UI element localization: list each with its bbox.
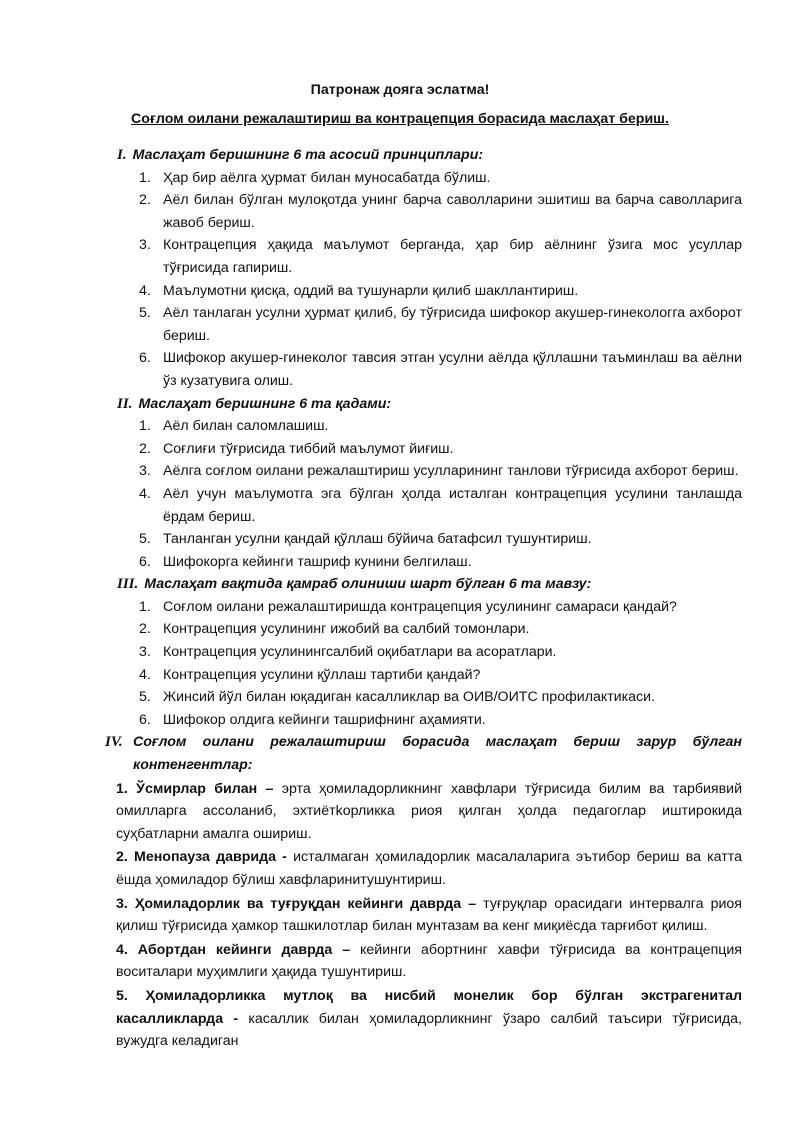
document-content — [0, 144, 800, 1053]
list-number: 3. — [139, 644, 151, 661]
list-text: Аёл билан бўлган мулоқотда унинг барча саволларини эшитиш ва барча саволларига жавоб бериш. — [163, 192, 742, 231]
list-item — [0, 618, 800, 641]
section-heading — [0, 573, 800, 596]
page-subtitle: Соғлом оилани режалаштириш ва контрацепция борасида маслаҳат бериш. — [131, 111, 669, 127]
list-item — [0, 483, 800, 528]
list-number: 6. — [139, 350, 151, 367]
paragraph-text: исталмаган ҳомиладорлик масалаларига эътибор бериш ва катта ёшда ҳомиладор бўлиш хавфларинитушунтириш. — [116, 849, 742, 888]
page-title: Патронаж дояга эслатма! — [310, 82, 490, 98]
list-number: 1. — [139, 169, 151, 186]
list-item — [0, 438, 800, 461]
list-text: Контрацепция усулининг ижобий ва салбий томонлари. — [163, 621, 530, 638]
list-text: Аёл танлаган усулни ҳурмат қилиб, бу тўғрисида шифокор акушер-гинекологга ахборот бериш. — [163, 305, 742, 344]
list-text: Танланган усулни қандай қўллаш бўйича батафсил тушунтириш. — [163, 531, 592, 548]
list-item — [0, 641, 800, 664]
list-text: Ҳар бир аёлга ҳурмат билан муносабатда бўлиш. — [163, 169, 491, 186]
section-number: IV. — [105, 734, 123, 751]
list-text: Контрацепция усулинингсалбий оқибатлари ва асоратлари. — [163, 644, 557, 661]
paragraph-lead: 3. Ҳомиладорлик ва туғруқдан кейинги даврда – — [116, 895, 477, 912]
list-text: Жинсий йўл билан юқадиган касалликлар ва ОИВ/ОИТС профилактикаси. — [163, 689, 656, 706]
list-number: 5. — [139, 689, 151, 706]
list-number: 3. — [139, 237, 151, 254]
list-number: 3. — [139, 463, 151, 480]
section-title: Маслаҳат беришнинг 6 та асосий принциплари: — [132, 147, 484, 163]
list-text: Контрацепция усулини қўллаш тартиби қандай? — [163, 666, 481, 683]
paragraph-text: эрта ҳомиладорликнинг хавфлари тўғрисида билим ва тарбиявий омилларга ассоланиб, эхтиётkорликка риоя қилган ҳолда педагоглар иштирокида суҳбатларни амалга ошириш. — [116, 780, 742, 842]
list-item — [0, 234, 800, 279]
list-number: 2. — [139, 192, 151, 209]
list-item — [0, 528, 800, 551]
section-heading — [0, 393, 800, 416]
list-number: 5. — [139, 531, 151, 548]
list-text: Маълумотни қисқа, оддий ва тушунарли қилиб шакллантириш. — [163, 282, 579, 299]
list-number: 4. — [139, 282, 151, 299]
list-number: 6. — [139, 711, 151, 728]
paragraph-lead: 1. Ўсмирлар билан – — [116, 780, 274, 797]
list-text: Шифокор акушер-гинеколог тавсия этган усулни аёлда қўллашни таъминлаш ва аёлни ўз кузатувига олиш. — [163, 350, 742, 389]
list-number: 1. — [139, 598, 151, 615]
list-text: Контрацепция ҳақида маълумот берганда, ҳар бир аёлнинг ўзига мос усуллар тўғрисида гапириш. — [163, 237, 742, 276]
list-number: 2. — [139, 440, 151, 457]
section-heading — [0, 144, 800, 167]
paragraph-lead: 5. Ҳомиладорликка мутлоқ ва нисбий монелик бор бўлган экстрагенитал касалликларда - — [116, 987, 742, 1027]
section-heading — [0, 731, 800, 776]
section-number: III. — [117, 576, 139, 593]
list-item — [0, 460, 800, 483]
list-item — [0, 709, 800, 732]
section-title: Маслаҳат вақтида қамраб олиниши шарт бўлган 6 та мавзу: — [144, 576, 592, 593]
paragraph-text: касаллик билан ҳомиладорликнинг ўзаро салбий таъсири тўғрисида, вужудга келадиган — [116, 1010, 742, 1050]
list-item — [0, 167, 800, 190]
list-text: Шифокорга кейинги ташриф кунини белгилаш. — [163, 553, 472, 570]
list-number: 4. — [139, 485, 151, 502]
section-number: II. — [117, 395, 133, 412]
list-number: 4. — [139, 666, 151, 683]
paragraph — [0, 985, 800, 1053]
list-text: Соғлиғи тўғрисида тиббий маълумот йиғиш. — [163, 440, 454, 457]
paragraph — [0, 939, 800, 984]
section-number: I. — [117, 147, 127, 163]
list-item — [0, 664, 800, 687]
list-number: 5. — [139, 305, 151, 322]
list-text: Соғлом оилани режалаштиришда контрацепция усулининг самараси қандай? — [163, 598, 677, 615]
list-number: 6. — [139, 553, 151, 570]
list-item — [0, 415, 800, 438]
list-item — [0, 189, 800, 234]
paragraph-lead: 2. Менопауза даврида - — [116, 849, 287, 866]
paragraph-lead: 4. Абортдан кейинги даврда – — [116, 941, 351, 958]
paragraph — [0, 778, 800, 846]
list-item — [0, 686, 800, 709]
section-title: Маслаҳат беришнинг 6 та қадами: — [138, 395, 392, 412]
list-item — [0, 551, 800, 574]
list-text: Шифокор олдига кейинги ташрифнинг аҳамияти. — [163, 711, 486, 728]
list-item — [0, 347, 800, 392]
list-text: Аёлга соғлом оилани режалаштириш усулларининг танлови тўғрисида ахборот бериш. — [163, 463, 739, 480]
section-title: Соғлом оилани режалаштириш борасида маслаҳат бериш зарур бўлган контенгентлар: — [133, 734, 742, 774]
paragraph — [0, 893, 800, 938]
list-text: Аёл билан саломлашиш. — [163, 418, 329, 435]
list-item — [0, 302, 800, 347]
list-item — [0, 596, 800, 619]
paragraph — [0, 846, 800, 891]
list-number: 1. — [139, 418, 151, 435]
paragraph-text: туғруқлар орасидаги интервалга риоя қилиш тўғрисида ҳамкор ташкилотлар билан мунтазам ва кенг миқиёсда тарғибот қилиш. — [116, 895, 742, 935]
paragraph-text: кейинги абортнинг хавфи тўғрисида ва контрацепция воситалари муҳимлиги ҳақида тушунтириш. — [116, 941, 742, 981]
list-item — [0, 280, 800, 303]
list-text: Аёл учун маълумотга эга бўлган ҳолда исталган контрацепция усулини танлашда ёрдам бериш. — [163, 485, 742, 525]
list-number: 2. — [139, 621, 151, 638]
